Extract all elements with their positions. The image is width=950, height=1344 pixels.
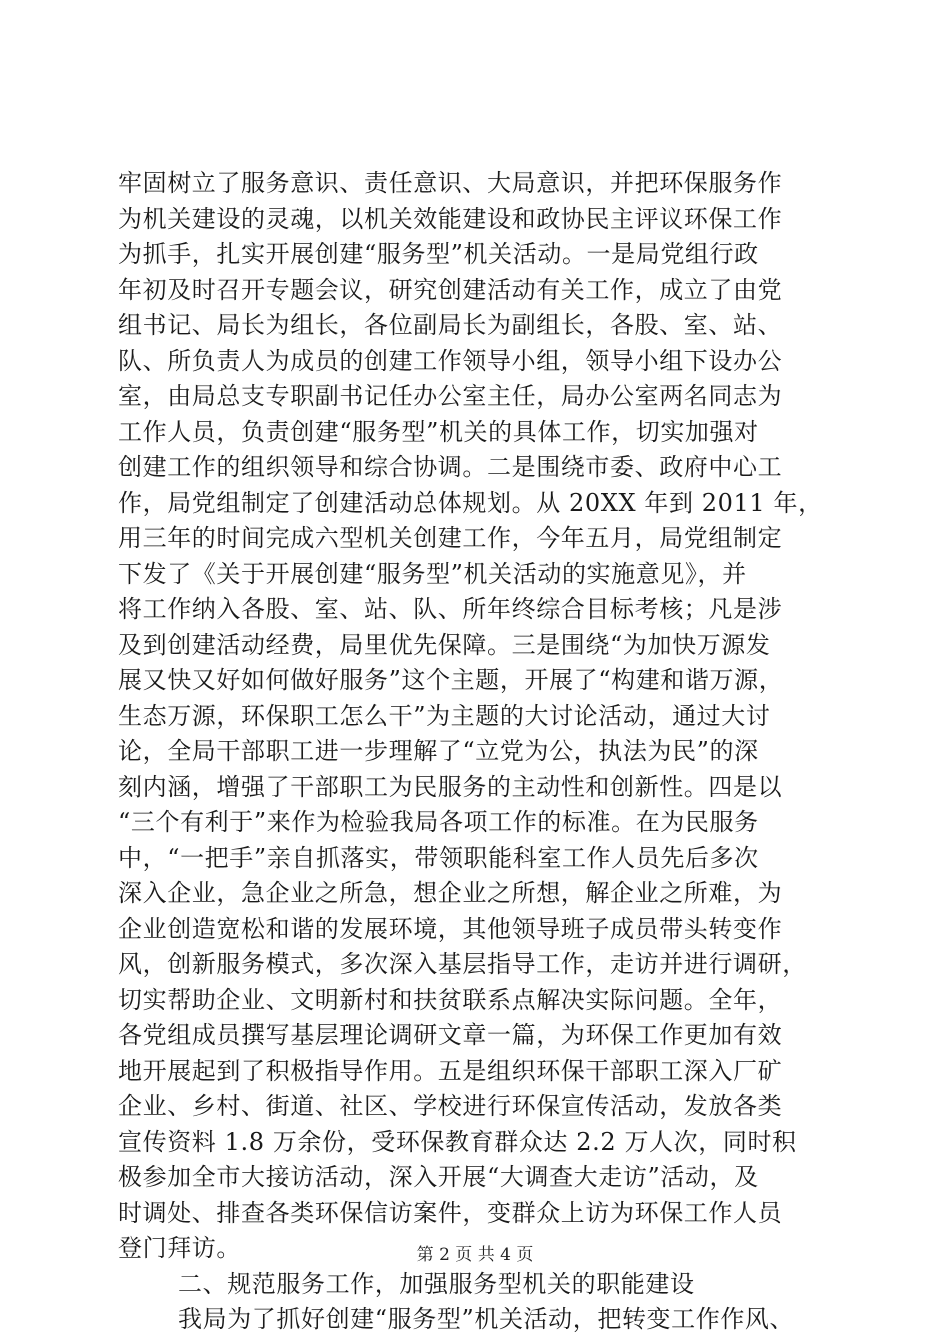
body-line: 工作人员，负责创建“服务型”机关的具体工作，切实加强对 [118,417,759,446]
body-line: 深入企业，急企业之所急，想企业之所想，解企业之所难，为 [118,879,783,907]
body-line: 中，“一把手”亲自抓落实，带领职能科室工作人员先后多次 [118,843,759,872]
body-line: 年初及时召开专题会议，研究创建活动有关工作，成立了由党 [118,275,783,304]
body-line: 作，局党组制定了创建活动总体规划。从 20XX 年到 2011 年， [118,488,823,517]
body-line: 将工作纳入各股、室、站、队、所年终综合目标考核；凡是涉 [118,595,783,623]
body-line: 登门拜访。 [118,1234,241,1262]
body-line: 切实帮助企业、文明新村和扶贫联系点解决实际问题。全年， [118,985,783,1014]
body-line: 极参加全市大接访活动，深入开展“大调查大走访”活动，及 [118,1163,759,1191]
section-heading: 二、规范服务工作，加强服务型机关的职能建设 [178,1269,695,1298]
body-line: 牢固树立了服务意识、责任意识、大局意识，并把环保服务作 [118,169,783,197]
body-line: 用三年的时间完成六型机关创建工作，今年五月，局党组制定 [118,524,783,552]
body-line: 生态万源，环保职工怎么干”为主题的大讨论活动，通过大讨 [118,701,771,730]
body-line: 室，由局总支专职副书记任办公室主任，局办公室两名同志为 [118,382,783,410]
body-line: 下发了《关于开展创建“服务型”机关活动的实施意见》，并 [118,559,747,588]
body-line: 各党组成员撰写基层理论调研文章一篇，为环保工作更加有效 [118,1021,783,1049]
body-line: “三个有利于”来作为检验我局各项工作的标准。在为民服务 [118,808,759,836]
body-line: 时调处、排查各类环保信访案件，变群众上访为环保工作人员 [118,1198,783,1227]
body-line: 刻内涵，增强了干部职工为民服务的主动性和创新性。四是以 [118,772,783,801]
body-line: 企业创造宽松和谐的发展环境，其他领导班子成员带头转变作 [118,914,783,943]
body-line: 为机关建设的灵魂，以机关效能建设和政协民主评议环保工作 [118,204,783,233]
body-line: 展又快又好如何做好服务”这个主题，开展了“构建和谐万源， [118,666,784,694]
body-line: 宣传资料 1.8 万余份，受环保教育群众达 2.2 万人次，同时积 [118,1127,797,1156]
body-line: 论，全局干部职工进一步理解了“立党为公，执法为民”的深 [118,737,759,765]
body-line: 组书记、局长为组长，各位副局长为副组长，各股、室、站、 [118,311,783,339]
paragraph-first-line: 我局为了抓好创建“服务型”机关活动，把转变工作作风、 [178,1305,795,1333]
body-line: 为抓手，扎实开展创建“服务型”机关活动。一是局党组行政 [118,240,759,268]
body-line: 风，创新服务模式，多次深入基层指导工作，走访并进行调研， [118,950,807,978]
body-line: 企业、乡村、街道、社区、学校进行环保宣传活动，发放各类 [118,1092,783,1120]
body-line: 及到创建活动经费，局里优先保障。三是围绕“为加快万源发 [118,630,771,659]
body-line: 地开展起到了积极指导作用。五是组织环保干部职工深入厂矿 [118,1056,783,1085]
page-footer: 第 2 页 共 4 页 [416,1245,534,1265]
body-text [118,166,838,1338]
body-line: 创建工作的组织领导和综合协调。二是围绕市委、政府中心工 [118,453,783,481]
body-line: 队、所负责人为成员的创建工作领导小组，领导小组下设办公 [118,346,783,375]
